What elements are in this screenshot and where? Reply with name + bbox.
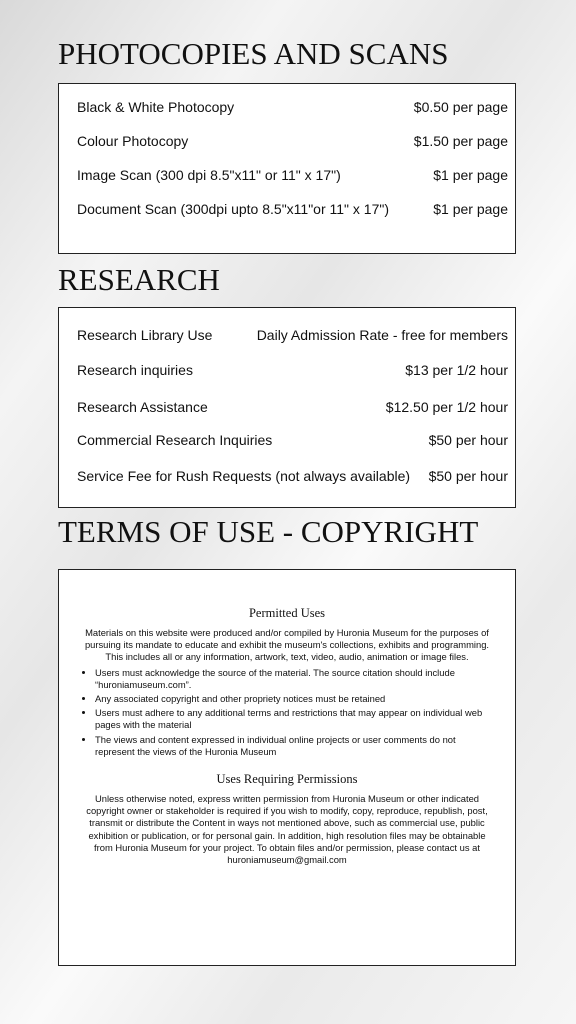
photocopies-title: PHOTOCOPIES AND SCANS bbox=[58, 36, 449, 71]
price-row bbox=[77, 362, 508, 378]
price-row-label: Research inquiries bbox=[77, 362, 193, 378]
price-row-label: Research Library Use bbox=[77, 327, 213, 343]
terms-box bbox=[58, 569, 516, 966]
list-item: • Users must adhere to any additional terms and restrictions that may appear on individual web pages with the material bbox=[95, 707, 493, 731]
list-item: • The views and content expressed in individual online projects or user comments do not represent the views of the Huronia Museum bbox=[95, 734, 493, 758]
price-row-label: Commercial Research Inquiries bbox=[77, 432, 273, 448]
price-row-label: Image Scan (300 dpi 8.5"x11" or 11" x 17") bbox=[77, 167, 341, 183]
price-row-value: $50 per hour bbox=[428, 468, 508, 484]
permitted-uses-list bbox=[81, 667, 493, 758]
price-row bbox=[77, 468, 508, 484]
price-row bbox=[77, 99, 508, 115]
price-row bbox=[77, 167, 508, 183]
price-row-label: Document Scan (300dpi upto 8.5"x11"or 11" x 17") bbox=[77, 201, 389, 217]
price-row bbox=[77, 133, 508, 149]
price-row-value: $50 per hour bbox=[428, 432, 508, 448]
photocopies-price-box bbox=[58, 83, 516, 254]
uses-requiring-permissions-text: Unless otherwise noted, express written permission from Huronia Museum or other indicated copyright owner or stakeholder is required if you wish to modify, copy, reproduce, republish, post, transmit or distribute the Content in ways not mentioned above, such as commercial use, public exhibition or publication, or for personal gain. In addition, high resolution files may be obtainable from Huronia Museum for your project. To obtain files and/or permission, please contact us at huroniamuseum@gmail.com bbox=[86, 793, 488, 866]
price-row bbox=[77, 327, 508, 343]
permitted-uses-heading: Permitted Uses bbox=[248, 606, 326, 620]
list-item: • Users must acknowledge the source of the material. The source citation should include “huroniamuseum.com”. bbox=[95, 667, 493, 691]
terms-title: TERMS OF USE - COPYRIGHT bbox=[58, 514, 479, 549]
price-row-value: $12.50 per 1/2 hour bbox=[385, 399, 508, 415]
price-row-label: Black & White Photocopy bbox=[77, 99, 235, 115]
price-row-label: Service Fee for Rush Requests (not always available) bbox=[77, 468, 411, 484]
price-row-value: $13 per 1/2 hour bbox=[405, 362, 508, 378]
price-row-value: $0.50 per page bbox=[413, 99, 508, 115]
price-row bbox=[77, 201, 508, 217]
research-price-box bbox=[58, 307, 516, 508]
price-row-value: $1 per page bbox=[433, 167, 508, 183]
price-row bbox=[77, 399, 508, 415]
permitted-uses-intro: Materials on this website were produced and/or compiled by Huronia Museum for the purposes of pursuing its mandate to educate and exhibit the museum's collections, exhibits and programming. This includes all or any information, artwork, text, video, audio, animation or image files. bbox=[84, 627, 490, 663]
price-row bbox=[77, 432, 508, 448]
price-row-value: $1.50 per page bbox=[413, 133, 508, 149]
price-row-label: Research Assistance bbox=[77, 399, 208, 415]
research-title: RESEARCH bbox=[58, 262, 220, 297]
price-row-value: $1 per page bbox=[433, 201, 508, 217]
price-row-label: Colour Photocopy bbox=[77, 133, 189, 149]
price-row-value: Daily Admission Rate - free for members bbox=[256, 327, 508, 343]
list-item: • Any associated copyright and other propriety notices must be retained bbox=[95, 693, 493, 705]
uses-requiring-permissions-heading: Uses Requiring Permissions bbox=[216, 772, 358, 787]
